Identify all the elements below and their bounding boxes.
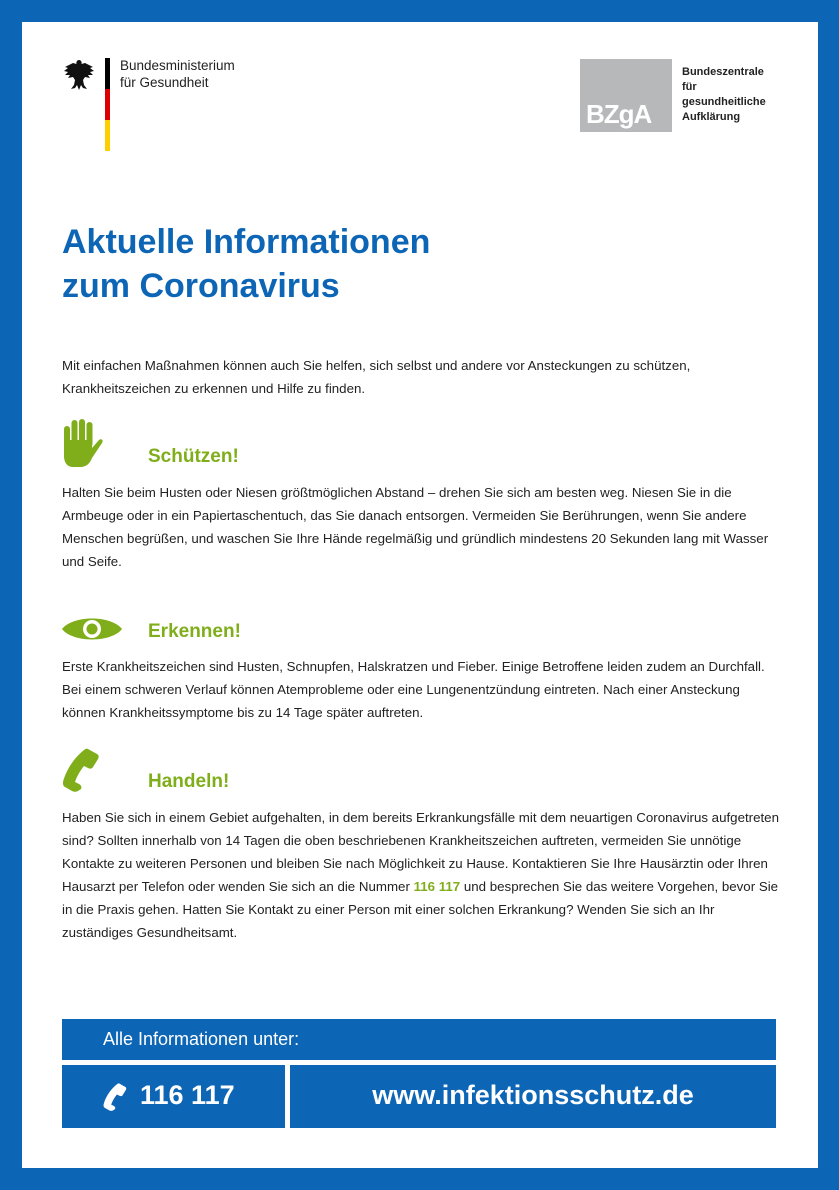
page-title bbox=[62, 220, 430, 308]
ministry-line-1: Bundesministerium bbox=[120, 58, 235, 73]
bzga-logo bbox=[580, 59, 800, 133]
phone-icon bbox=[62, 748, 100, 792]
recognize-heading: Erkennen! bbox=[148, 621, 241, 642]
website-link[interactable]: www.infektionsschutz.de bbox=[372, 1080, 694, 1110]
ministry-logo bbox=[62, 58, 282, 153]
bzga-line-1: Bundeszentrale bbox=[682, 66, 764, 78]
title-line-1: Aktuelle Informationen bbox=[62, 223, 431, 261]
federal-eagle-icon bbox=[62, 58, 96, 92]
poster bbox=[22, 22, 818, 1168]
bzga-line-2: für bbox=[682, 81, 697, 93]
intro-text: Mit einfachen Maßnahmen können auch Sie helfen, sich selbst und andere vor Ansteckungen zu schützen, Krankheitszeichen zu erkennen und Hilfe zu finden. bbox=[62, 358, 691, 396]
protect-heading: Schützen! bbox=[148, 446, 239, 467]
website-box[interactable] bbox=[290, 1065, 776, 1128]
bzga-logo-box bbox=[580, 59, 672, 132]
act-text bbox=[62, 806, 782, 944]
bzga-name bbox=[682, 65, 766, 125]
title-line-2: zum Coronavirus bbox=[62, 267, 340, 305]
act-text-part-1: Haben Sie sich in einem Gebiet aufgehalten, in dem bereits Erkrankungsfälle mit dem neuartigen Coronavirus aufgetreten sind? Sollten innerhalb von 14 Tagen die oben beschriebenen Krankheitszeichen auftreten, vermeiden Sie unnötige Kontakte zu weiteren Personen und bleiben Sie nach Möglichkeit zu Hause. Kontaktieren Sie Ihre Hausärztin oder Ihren Hausarzt per Telefon oder wenden Sie sich an die Nummer bbox=[62, 810, 779, 894]
bzga-logo-text: BZgA bbox=[586, 99, 652, 129]
hotline-number: 116 117 bbox=[140, 1080, 235, 1110]
bzga-line-3: gesundheitliche bbox=[682, 96, 766, 108]
ministry-line-2: für Gesundheit bbox=[120, 75, 209, 90]
info-banner bbox=[62, 1019, 776, 1060]
act-text-part-2: und besprechen Sie das weitere Vorgehen, bevor Sie in die Praxis gehen. Hatten Sie Kontakt zu einer Person mit einer solchen Erkrankung? Wenden Sie sich an Ihr zuständiges Gesundheitsamt. bbox=[62, 879, 779, 940]
phone-small-icon bbox=[102, 1083, 128, 1111]
ministry-name bbox=[120, 57, 235, 91]
act-heading: Handeln! bbox=[148, 771, 230, 792]
hotline-box[interactable] bbox=[62, 1065, 285, 1128]
recognize-text: Erste Krankheitszeichen sind Husten, Schnupfen, Halskratzen und Fieber. Einige Betroffene leiden zudem an Durchfall. Bei einem schweren Verlauf können Atemprobleme oder eine Lungenentzündung eintreten. Nach einer Ansteckung können Krankheitssymptome bis zu 14 Tage später auftreten. bbox=[62, 659, 765, 720]
hand-icon bbox=[61, 418, 103, 468]
eye-icon bbox=[61, 614, 123, 644]
bzga-line-4: Aufklärung bbox=[682, 111, 741, 123]
protect-text: Halten Sie beim Husten oder Niesen größtmöglichen Abstand – drehen Sie sich am besten weg. Niesen Sie in die Armbeuge oder in ein Papiertaschentuch, das Sie danach entsorgen. Vermeiden Sie Berührungen, wenn Sie andere Menschen begrüßen, und waschen Sie Ihre Hände regelmäßig und gründlich mindestens 20 Sekunden lang mit Wasser und Seife. bbox=[62, 485, 769, 569]
info-banner-label: Alle Informationen unter: bbox=[103, 1029, 300, 1049]
act-hotline-number: 116 117 bbox=[413, 879, 461, 894]
german-flag-bar bbox=[105, 58, 110, 151]
